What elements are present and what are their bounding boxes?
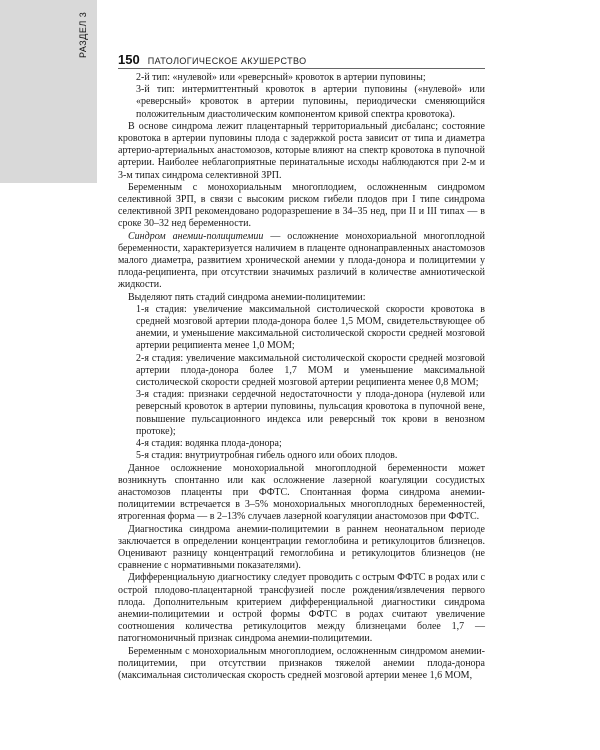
body-text bbox=[118, 72, 485, 682]
paragraph-text: — осложнение монохориальной многоплодной беременности, характеризуется наличием в плаценте однонаправленных анастомозов малого диаметра, развитием хронической анемии у плода-донора и полицитемии у плода-реципиента, при отсутствии значимых различий в количестве амниотической жидкости. bbox=[118, 230, 486, 291]
paragraph: Дифференциальную диагностику следует проводить с острым ФФТС в родах или с острой плодово-плацентарной трансфузией после рождения/извлечения первого плода. Дополнительным критерием дифференциальной диагностики синдрома анемии-полицитемии и острой формы ФФТС в родах считают увеличение соотношения количества ретикулоцитов между близнецами более 1,7 — патогномоничный признак синдрома анемии-полицитемии. bbox=[118, 572, 485, 645]
paragraph-with-term bbox=[118, 231, 485, 292]
paragraph: В основе синдрома лежит плацентарный территориальный дисбаланс; состояние кровотока в артерии пуповины плода с задержкой роста зависит от типа и диаметра артерио-артериальных анастомозов, которые влияют на спектр кровотока в пупочной артерии. Наиболее неблагоприятные перинатальные исходы наблюдаются при 2-м и 3-м типах синдрома селективной ЗРП. bbox=[118, 120, 485, 181]
header-rule bbox=[118, 68, 485, 69]
page-number: 150 bbox=[118, 52, 140, 67]
paragraph: Диагностика синдрома анемии-полицитемии в раннем неонатальном периоде заключается в определении концентрации гемоглобина и ретикулоцитов близнецов. Оценивают разницу концентраций гемоглобина и ретикулоцитов близнецов (не сравнение с нормативными показателями). bbox=[118, 523, 485, 572]
page-header bbox=[118, 52, 485, 67]
stage-item: 5-я стадия: внутриутробная гибель одного или обоих плодов. bbox=[136, 450, 398, 462]
stage-item: 3-я стадия: признаки сердечной недостаточности у плода-донора (нулевой или реверсный кровоток в артерии пуповины, пульсация кровотока в пупочной вене, повышение пульсационного индекса или реверсный ток крови в венозном протоке); bbox=[136, 389, 485, 437]
stage-item: 1-я стадия: увеличение максимальной систолической скорости кровотока в средней мозговой артерии плода-донора более 1,5 МОМ, свидетельствующее об анемии, и уменьшение максимальной систолической скорости средней мозговой артерии реципиента менее 1,0 МОМ; bbox=[136, 303, 485, 352]
paragraph: 2-й тип: «нулевой» или «реверсный» кровоток в артерии пуповины; bbox=[136, 72, 426, 83]
section-label: РАЗДЕЛ 3 bbox=[78, 11, 88, 58]
running-title: ПАТОЛОГИЧЕСКОЕ АКУШЕРСТВО bbox=[147, 56, 307, 66]
stage-item: 4-я стадия: водянка плода-донора; bbox=[136, 438, 282, 450]
paragraph: Выделяют пять стадий синдрома анемии-полицитемии: bbox=[128, 291, 366, 303]
italic-term: Синдром анемии-полицитемии bbox=[128, 230, 264, 242]
stage-item: 2-я стадия: увеличение максимальной систолической скорости средней мозговой артерии плода-донора более 1,7 МОМ и уменьшение максимальной систолической скорости средней мозговой артерии реципиента менее 0,8 МОМ; bbox=[136, 352, 485, 389]
paragraph: Беременным с монохориальным многоплодием, осложненным синдромом селективной ЗРП, в связи с высоким риском гибели плодов при I типе синдрома селективной ЗРП рекомендовано родоразрешение в 34–35 нед, при II и III типах — в сроке 30–32 нед беременности. bbox=[118, 181, 485, 230]
paragraph: Данное осложнение монохориальной многоплодной беременности может возникнуть спонтанно или как осложнение лазерной коагуляции сосудистых анастомозов плаценты при ФФТС. Спонтанная форма синдрома анемии-полицитемии встречается в 3–5% монохориальных многоплодных беременностей, ятрогенная форма — в 2–13% случаев лазерной коагуляции анастомозов при ФФТС. bbox=[118, 462, 485, 523]
paragraph: 3-й тип: интермиттентный кровоток в артерии пуповины («нулевой» или «реверсный» кровоток в артерии пуповины, периодически сменяющийся положительным диастолическим компонентом кривой спектра кровотока). bbox=[136, 84, 485, 120]
paragraph: Беременным с монохориальным многоплодием, осложненным синдромом анемии-полицитемии, при отсутствии признаков тяжелой анемии плода-донора (максимальная систолическая скорость средней мозговой артерии менее 1,6 МОМ, bbox=[118, 645, 485, 681]
section-tab bbox=[0, 0, 97, 183]
